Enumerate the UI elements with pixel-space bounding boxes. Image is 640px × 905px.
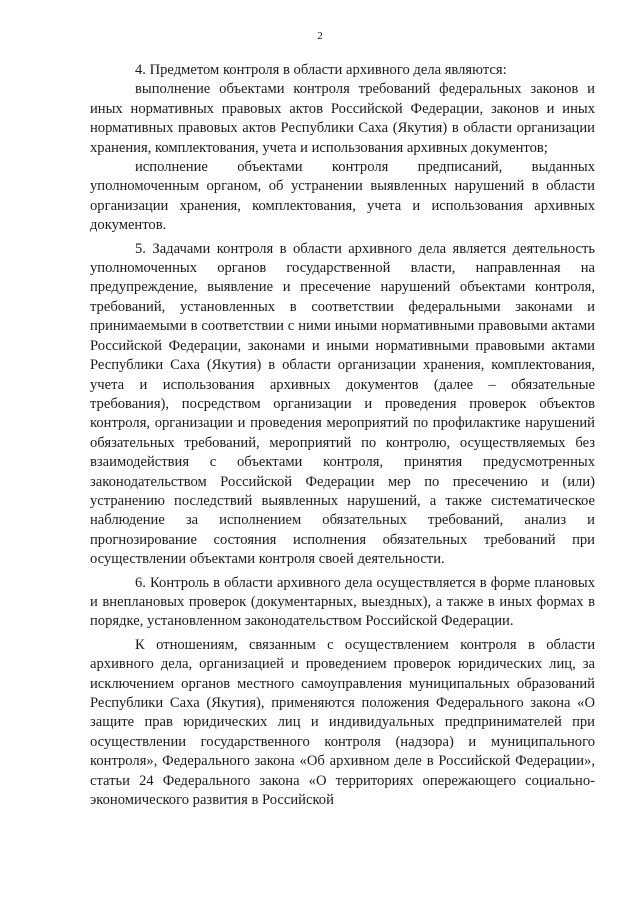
paragraph-item-6: 6. Контроль в области архивного дела осуществляется в форме плановых и внеплановых проверок (документарных, выездных), а также в иных формах в порядке, установленном законодательством Российской Федерации. — [90, 574, 595, 630]
paragraph-subject-a: выполнение объектами контроля требований федеральных законов и иных нормативных правовых актов Российской Федерации, законов и иных нормативных правовых актов Республики Саха (Якутия) в области организации хранения, комплектования, учета и использования архивных документов; — [90, 81, 595, 156]
paragraph-relations: К отношениям, связанным с осуществлением контроля в области архивного дела, организацией и проведением проверок юридических лиц, за исключением органов местного самоуправления муниципальных образований Республики Саха (Якутия), применяются положения Федерального закона «О защите прав юридических лиц и индивидуальных предпринимателей при осуществлении государственного контроля (надзора) и муниципального контроля», Федерального закона «Об архивном деле в Российской Федерации», статьи 24 Федерального закона «О территориях опережающего социально-экономического развития в Российской — [90, 636, 595, 809]
document-body — [90, 61, 595, 810]
paragraph-subject-b: исполнение объектами контроля предписаний, выданных уполномоченным органом, об устранении выявленных нарушений в области организации хранения, комплектования, учета и использования архивных документов. — [90, 159, 595, 234]
page-number: 2 — [317, 30, 323, 42]
paragraph-item-5: 5. Задачами контроля в области архивного дела является деятельность уполномоченных органов государственной власти, направленная на предупреждение, выявление и пресечение нарушений объектами контроля, требований, установленных в соответствии федеральными законами и принимаемыми в соответствии с ними иными нормативными правовыми актами Российской Федерации, законами и иными нормативными правовыми актами Республики Саха (Якутия) в области организации хранения, комплектования, учета и использования архивных документов (далее – обязательные требования), посредством организации и проведения проверок объектов контроля, организации и проведения мероприятий по профилактике нарушений обязательных требований, мероприятий по контролю, осуществляемых без взаимодействия с объектами контроля, принятия предусмотренных законодательством Российской Федерации мер по пресечению и (или) устранению последствий выявленных нарушений, а также систематическое наблюдение за исполнением обязательных требований, анализ и прогнозирование состояния исполнения обязательных требований при осуществлении объектами контроля своей деятельности. — [90, 240, 595, 568]
paragraph-item-4: 4. Предметом контроля в области архивного дела являются: — [135, 62, 507, 78]
